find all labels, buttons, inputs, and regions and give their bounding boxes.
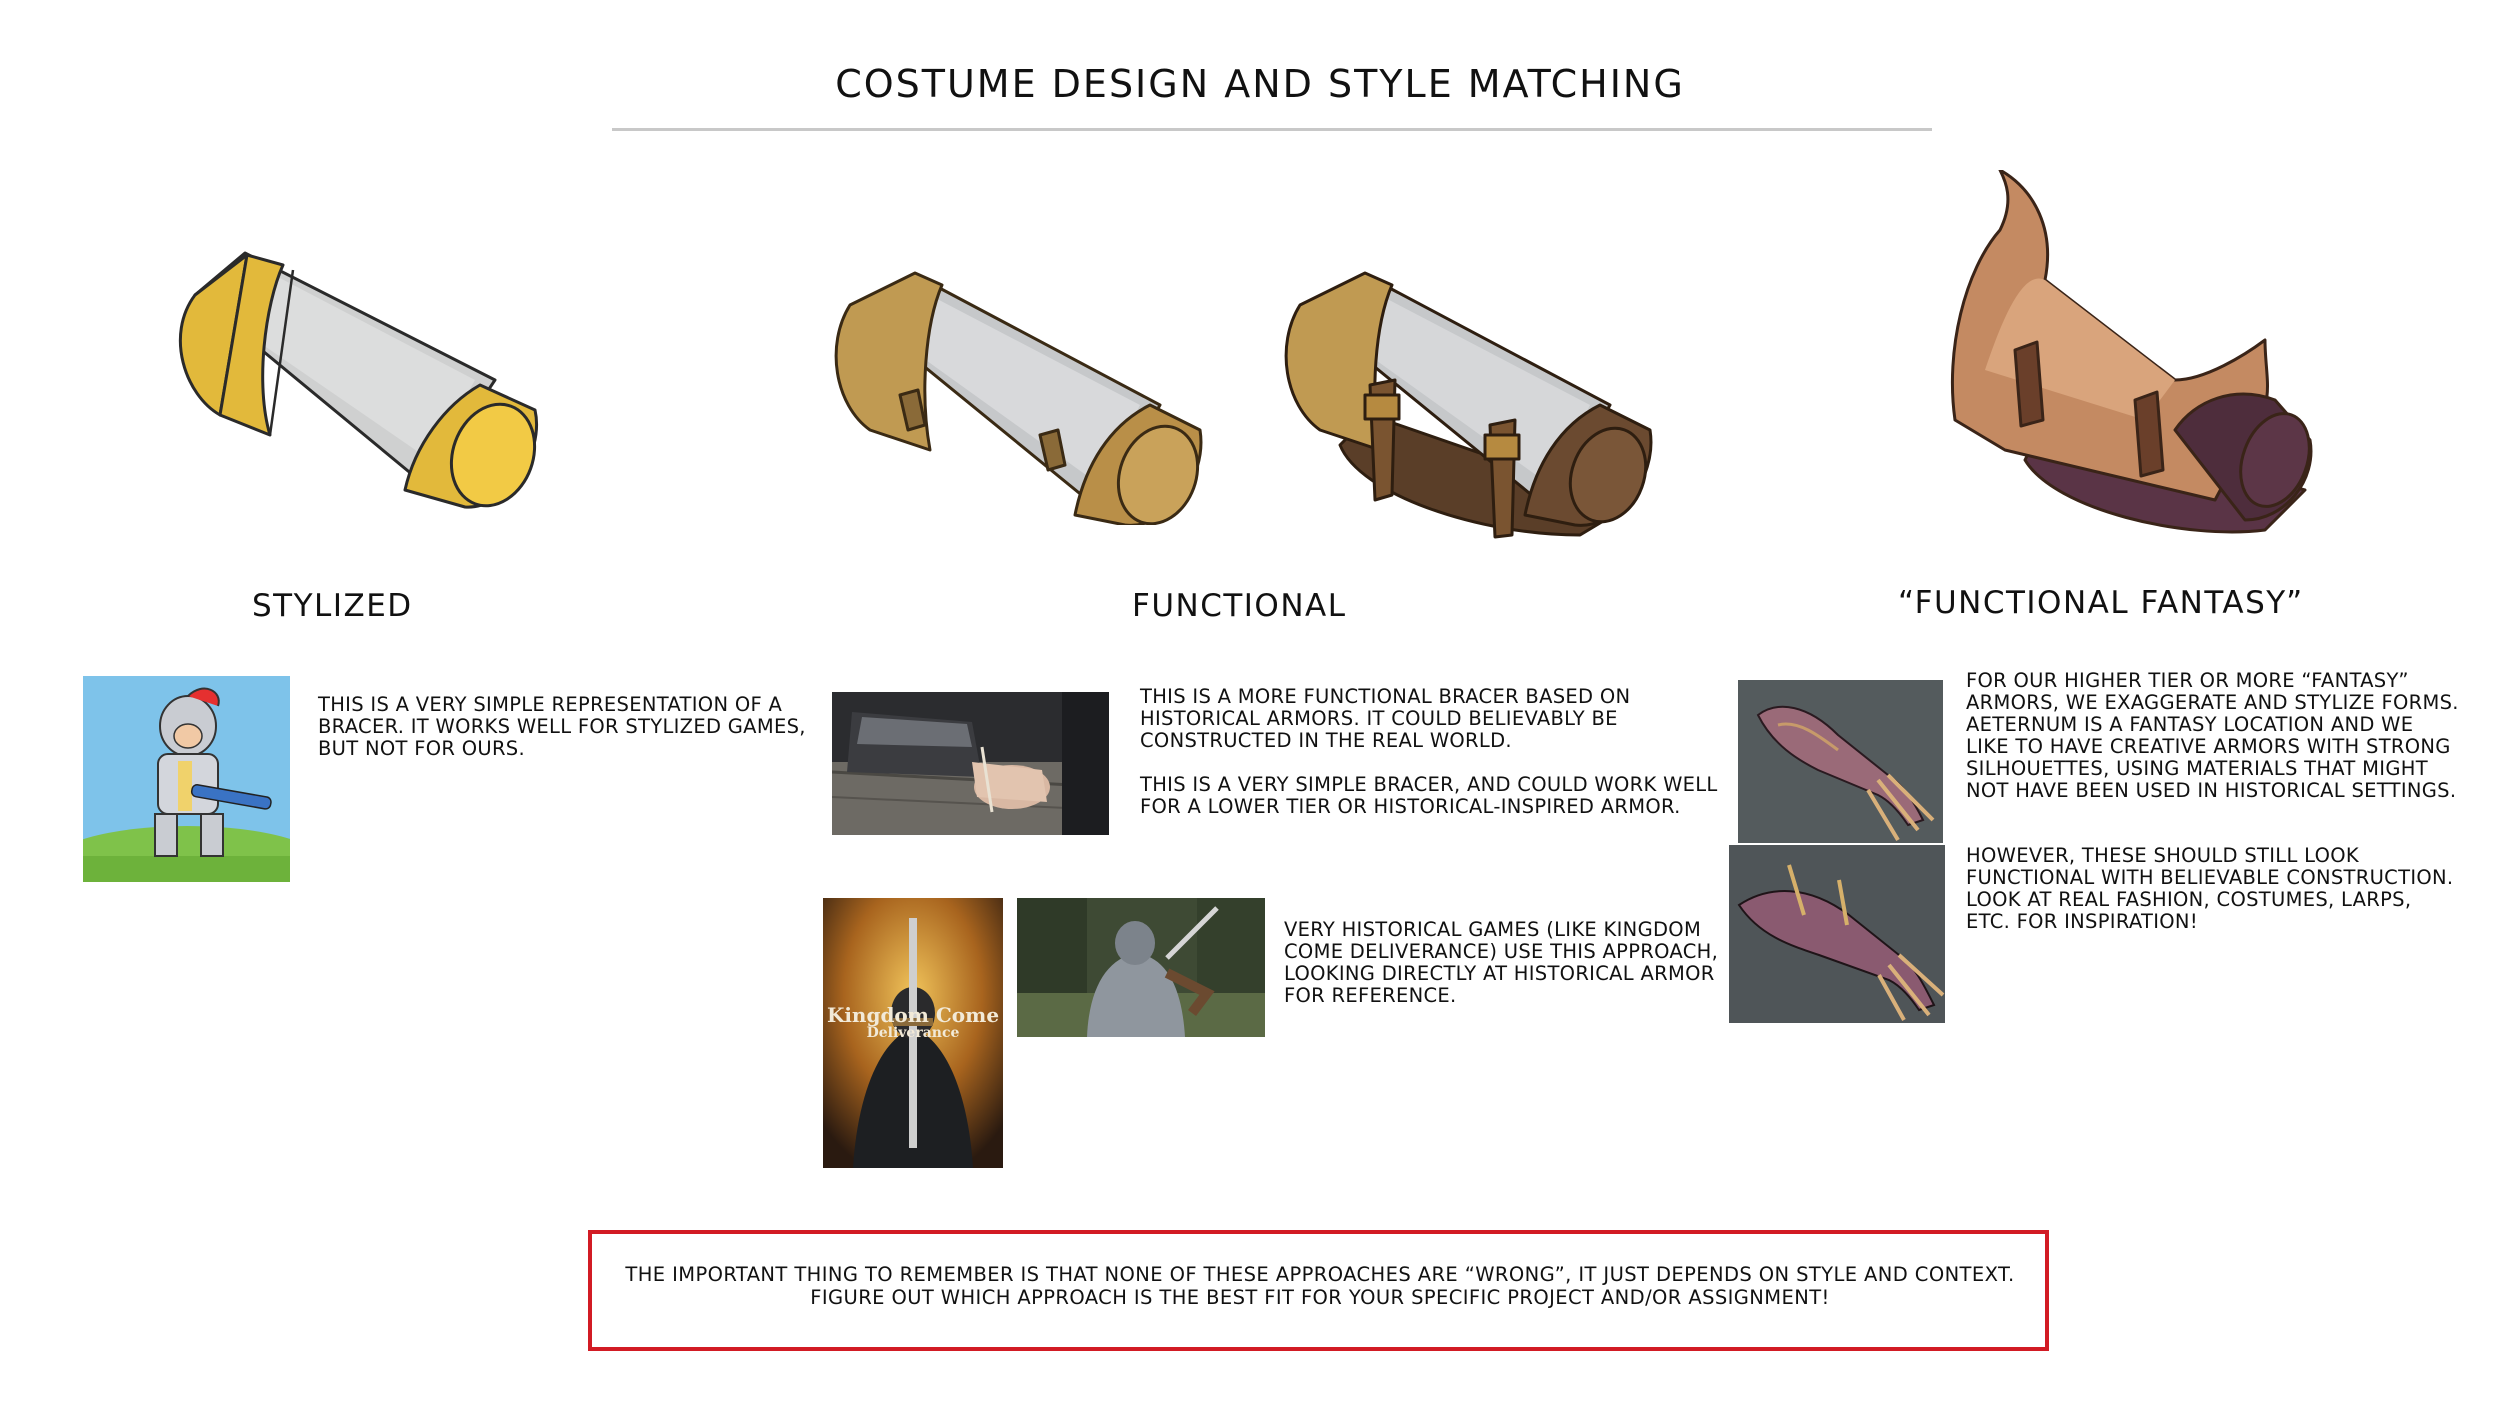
kingdom-come-cover-image <box>823 898 1003 1168</box>
functional-paragraph-3: VERY HISTORICAL GAMES (LIKE KINGDOM COME DELIVERANCE) USE THIS APPROACH, LOOKING DIRECTLY AT HISTORICAL ARMOR FOR REFERENCE. <box>1284 918 1719 1007</box>
cover-title-line1: Kingdom Come <box>826 1003 1000 1027</box>
stylized-bracer-image <box>175 245 555 520</box>
functional-description <box>1140 686 1760 818</box>
page-title: COSTUME DESIGN AND STYLE MATCHING <box>835 62 1685 106</box>
fantasy-bracer-image <box>1945 170 2315 540</box>
functional-paragraph-2: THIS IS A VERY SIMPLE BRACER, AND COULD WORK WELL FOR A LOWER TIER OR HISTORICAL-INSPIRED ARMOR. <box>1140 773 1718 818</box>
historical-games-description <box>1284 919 1754 1007</box>
stylized-description <box>318 694 838 760</box>
title-divider <box>612 128 1932 131</box>
fantasy-description <box>1966 670 2500 933</box>
cover-title <box>823 1003 1003 1042</box>
heading-stylized: STYLIZED <box>252 588 413 624</box>
heading-functional: FUNCTIONAL <box>1132 588 1347 624</box>
cover-title-line2: Deliverance <box>866 1025 960 1041</box>
functional-bracer-metal-image <box>830 265 1210 525</box>
fantasy-paragraph-2: HOWEVER, THESE SHOULD STILL LOOK FUNCTIONAL WITH BELIEVABLE CONSTRUCTION. LOOK AT REAL FASHION, COSTUMES, LARPS, ETC. FOR INSPIRATION! <box>1966 844 2454 933</box>
functional-paragraph-1: THIS IS A MORE FUNCTIONAL BRACER BASED ON HISTORICAL ARMORS. IT COULD BELIEVABLY BE CONSTRUCTED IN THE REAL WORLD. <box>1140 685 1631 752</box>
armored-knight-photo <box>1017 898 1265 1037</box>
stylized-paragraph: THIS IS A VERY SIMPLE REPRESENTATION OF A BRACER. IT WORKS WELL FOR STYLIZED GAMES, BUT NOT FOR OURS. <box>318 693 806 760</box>
functional-bracer-leather-image <box>1280 265 1660 540</box>
real-bracer-photo <box>832 692 1109 835</box>
important-note-line1: THE IMPORTANT THING TO REMEMBER IS THAT NONE OF THESE APPROACHES ARE “WRONG”, IT JUST DEPENDS ON STYLE AND CONTEXT. <box>625 1263 2015 1286</box>
heading-functional-fantasy: “FUNCTIONAL FANTASY” <box>1898 585 2304 621</box>
important-note-line2: FIGURE OUT WHICH APPROACH IS THE BEST FIT FOR YOUR SPECIFIC PROJECT AND/OR ASSIGNMENT! <box>810 1286 1830 1309</box>
cartoon-knight-image <box>83 676 290 882</box>
fantasy-paragraph-1: FOR OUR HIGHER TIER OR MORE “FANTASY” ARMORS, WE EXAGGERATE AND STYLIZE FORMS. AETERNUM IS A FANTASY LOCATION AND WE LIKE TO HAVE CREATIVE ARMORS WITH STRONG SILHOUETTES, USING MATERIALS THAT MIGHT NOT HAVE BEEN USED IN HISTORICAL SETTINGS. <box>1966 669 2459 802</box>
fantasy-gauntlet-render-1 <box>1738 680 1943 843</box>
fantasy-gauntlet-render-2 <box>1729 845 1945 1023</box>
